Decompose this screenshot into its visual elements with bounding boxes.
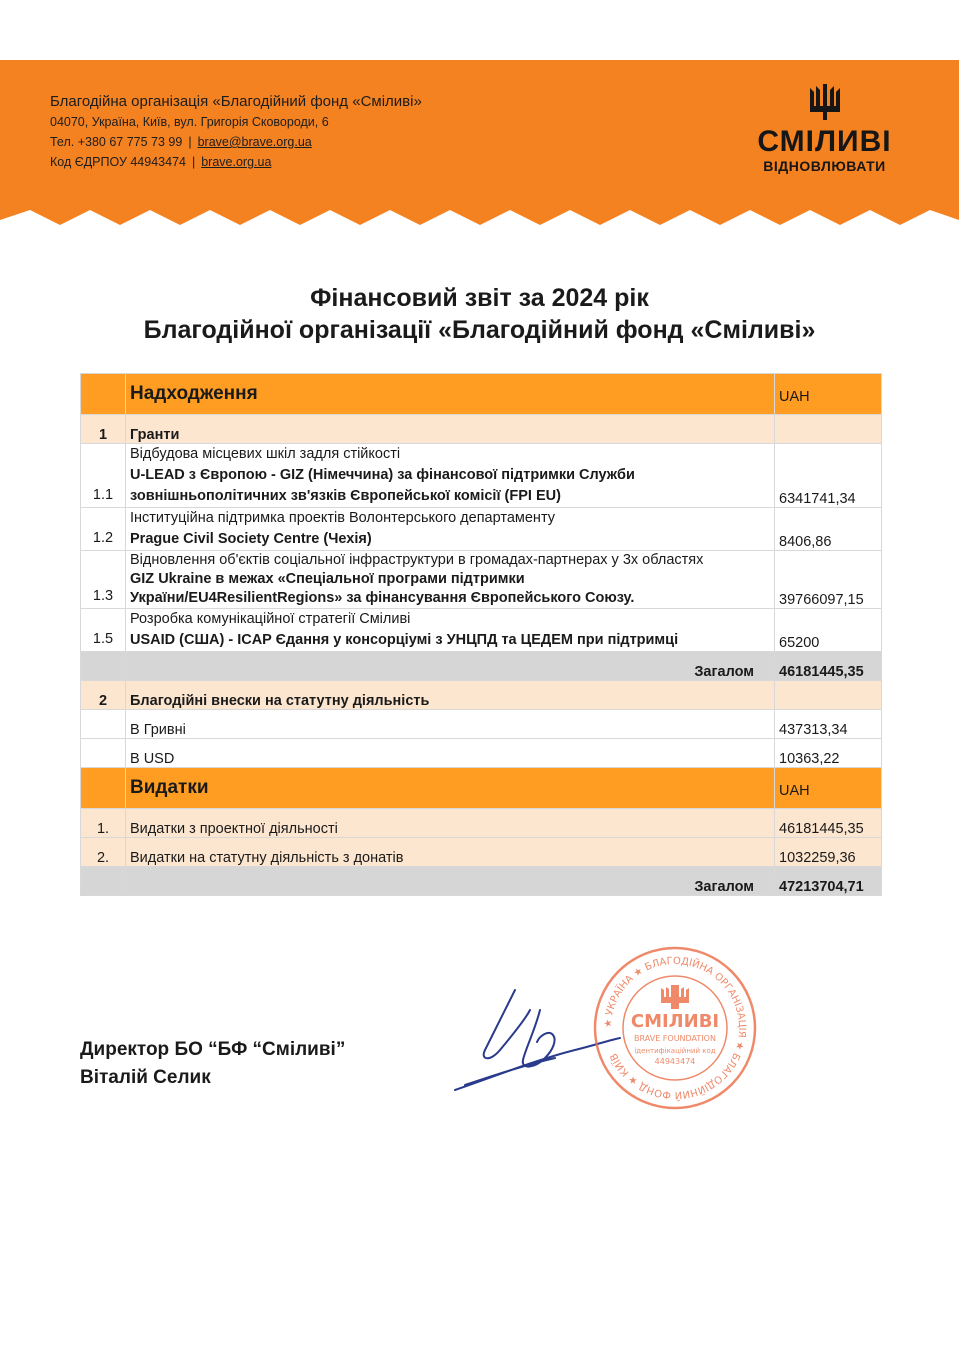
stamp-name: СМІЛИВІ: [630, 1011, 720, 1032]
grant-amount: 6341741,34: [775, 444, 882, 508]
grant-description: [126, 508, 775, 551]
grant-amount: 65200: [775, 609, 882, 652]
row-number: 1.: [81, 809, 126, 838]
grant-description: [126, 444, 775, 508]
grant-donor: USAID (США) - ICAP Єдання у консорціумі з УНЦПД та ЦЕДЕМ при підтримці: [130, 632, 679, 648]
org-name: Благодійна організація «Благодійний фонд «Сміливі»: [50, 93, 422, 110]
separator: |: [188, 135, 192, 149]
category-label: Благодійні внески на статутну діяльність: [126, 681, 775, 710]
row-number: 1.5: [81, 609, 126, 652]
grant-description: [126, 609, 775, 652]
signer-block: [80, 1036, 345, 1092]
donation-row: [81, 739, 882, 768]
grant-donor: GIZ Ukraine в межах «Спеціальної програми підтримки: [130, 571, 525, 587]
row-number: 2: [81, 681, 126, 710]
signer-title: Директор БО “БФ “Сміливі”: [80, 1039, 346, 1060]
grant-donor: Prague Civil Society Centre (Чехія): [130, 531, 372, 547]
grant-row: [81, 444, 882, 508]
total-label: Загалом: [126, 867, 775, 896]
expense-row: [81, 809, 882, 838]
row-number: 1.2: [81, 508, 126, 551]
row-number: 1.3: [81, 551, 126, 609]
category-row: [81, 415, 882, 444]
org-website-link[interactable]: brave.org.ua: [201, 155, 272, 169]
org-address: 04070, Україна, Київ, вул. Григорія Сковороди, 6: [50, 115, 329, 129]
grant-donor-cont: України/EU4ResilientRegions» за фінансування Європейського Союзу.: [130, 590, 635, 606]
grant-description: [126, 551, 775, 609]
org-contacts: [50, 92, 422, 172]
expense-value: 1032259,36: [775, 838, 882, 867]
category-row: [81, 681, 882, 710]
grant-project: Інституційна підтримка проектів Волонтерського департаменту: [130, 510, 555, 526]
donation-value: 10363,22: [775, 739, 882, 768]
letterhead-zigzag-edge: [0, 175, 959, 225]
donation-label: В USD: [126, 739, 775, 768]
row-number: 1: [81, 415, 126, 444]
org-phone-email: [50, 132, 422, 152]
donation-value: 437313,34: [775, 710, 882, 739]
grant-project: Відновлення об'єктів соціальної інфраструктури в громадах-партнерах у 3х областях: [130, 552, 704, 568]
stamp-trident-icon: [661, 985, 689, 1009]
expenses-header-row: [81, 768, 882, 809]
donation-label: В Гривні: [126, 710, 775, 739]
report-subtitle: Благодійної організації «Благодійний фонд «Сміливі»: [143, 316, 816, 344]
grant-row: [81, 551, 882, 609]
grant-project: Розробка комунікаційної стратегії Сміливі: [130, 611, 411, 627]
currency-label: UAH: [775, 374, 882, 415]
stamp-code-label: ідентифікаційний код: [634, 1047, 716, 1055]
stamp-sub: BRAVE FOUNDATION: [634, 1034, 716, 1043]
grant-row: [81, 508, 882, 551]
expenses-total-row: [81, 867, 882, 896]
grant-amount: 8406,86: [775, 508, 882, 551]
currency-label: UAH: [775, 768, 882, 809]
financial-table: [80, 373, 882, 896]
grant-donor: U-LEAD з Європою - GIZ (Німеччина) за фінансової підтримки Служби: [130, 467, 635, 483]
stamp-ring-text: ★ УКРАЇНА ★ БЛАГОДІЙНА ОРГАНІЗАЦІЯ ★ БЛАГОДІЙНИЙ ФОНД ★ КИЇВ: [602, 955, 748, 1101]
grant-donor-cont: зовнішньополітичних зв'язків Європейської комісії (FPI EU): [130, 488, 561, 504]
report-title: Фінансовий звіт за 2024 рік: [310, 284, 649, 312]
org-code-web: [50, 152, 422, 172]
stamp-code: 44943474: [654, 1057, 696, 1066]
grants-total-row: [81, 652, 882, 681]
org-edrpou: Код ЄДРПОУ 44943474: [50, 155, 186, 169]
separator: |: [191, 155, 196, 169]
row-number: 1.1: [81, 444, 126, 508]
total-value: 46181445,35: [775, 652, 882, 681]
trident-icon: [810, 84, 840, 120]
total-label: Загалом: [126, 652, 775, 681]
category-label: Гранти: [126, 415, 775, 444]
row-number: 2.: [81, 838, 126, 867]
grant-project: Відбудова місцевих шкіл задля стійкості: [130, 446, 401, 462]
grant-amount: 39766097,15: [775, 551, 882, 609]
income-header-row: [81, 374, 882, 415]
brand-logo: [752, 84, 897, 174]
total-value: 47213704,71: [775, 867, 882, 896]
signer-name: Віталій Селик: [80, 1067, 211, 1088]
expense-row: [81, 838, 882, 867]
logo-subtitle: ВІДНОВЛЮВАТИ: [763, 158, 886, 174]
expenses-section-label: Видатки: [126, 768, 775, 809]
org-email-link[interactable]: brave@brave.org.ua: [197, 135, 312, 149]
income-section-label: Надходження: [126, 374, 775, 415]
expense-label: Видатки на статутну діяльність з донатів: [126, 838, 775, 867]
donation-row: [81, 710, 882, 739]
logo-name: СМІЛИВІ: [757, 125, 892, 158]
org-phone: Тел. +380 67 775 73 99: [50, 135, 183, 149]
expense-value: 46181445,35: [775, 809, 882, 838]
grant-row: [81, 609, 882, 652]
expense-label: Видатки з проектної діяльності: [126, 809, 775, 838]
official-stamp: [592, 945, 758, 1111]
